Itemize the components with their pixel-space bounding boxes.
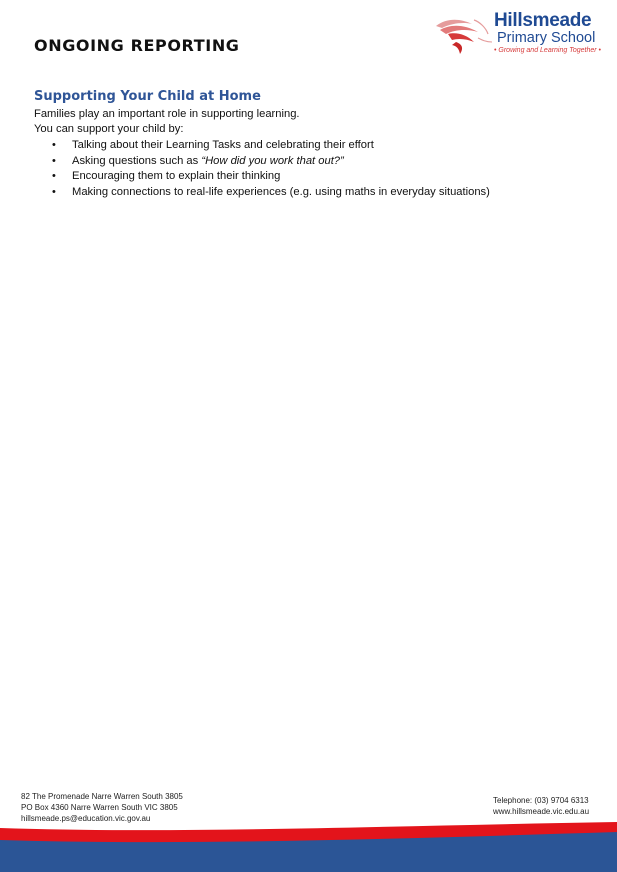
bullet-icon: • [52, 139, 56, 151]
footer-po-box: PO Box 4360 Narre Warren South VIC 3805 [21, 803, 178, 812]
list-item-text: Asking questions such as [72, 154, 202, 167]
list-item [52, 185, 490, 201]
footer-email[interactable]: hillsmeade.ps@education.vic.gov.au [21, 814, 151, 823]
logo-tagline: • Growing and Learning Together • [494, 47, 601, 54]
footer-contact [493, 795, 589, 817]
school-logo-icon [434, 12, 494, 56]
footer-website[interactable]: www.hillsmeade.vic.edu.au [493, 807, 590, 816]
school-logo [434, 10, 610, 60]
list-item-text: Talking about their Learning Tasks and celebrating their effort [72, 139, 374, 151]
footer-street-address: 82 The Promenade Narre Warren South 3805 [21, 792, 183, 801]
logo-school-type: Primary School [497, 30, 596, 46]
intro-text-2: You can support your child by: [34, 123, 184, 135]
list-item [52, 154, 490, 170]
footer-telephone: Telephone: (03) 9704 6313 [493, 796, 589, 805]
page-title: ONGOING REPORTING [34, 36, 240, 55]
list-item [52, 169, 490, 185]
bullet-icon: • [52, 154, 56, 167]
section-heading: Supporting Your Child at Home [34, 89, 261, 104]
list-item-emphasis: “How did you work that out?” [201, 154, 344, 167]
bullet-icon: • [52, 170, 56, 182]
intro-text: Families play an important role in supporting learning. [34, 108, 300, 120]
bullet-icon: • [52, 185, 56, 198]
footer-band [0, 820, 617, 872]
list-item-text: Encouraging them to explain their thinking [72, 170, 281, 182]
list-item-text: Making connections to real-life experiences (e.g. using maths in everyday situations) [72, 185, 490, 198]
list-item [52, 138, 490, 154]
logo-school-name: Hillsmeade [494, 10, 592, 31]
support-list [52, 138, 490, 200]
